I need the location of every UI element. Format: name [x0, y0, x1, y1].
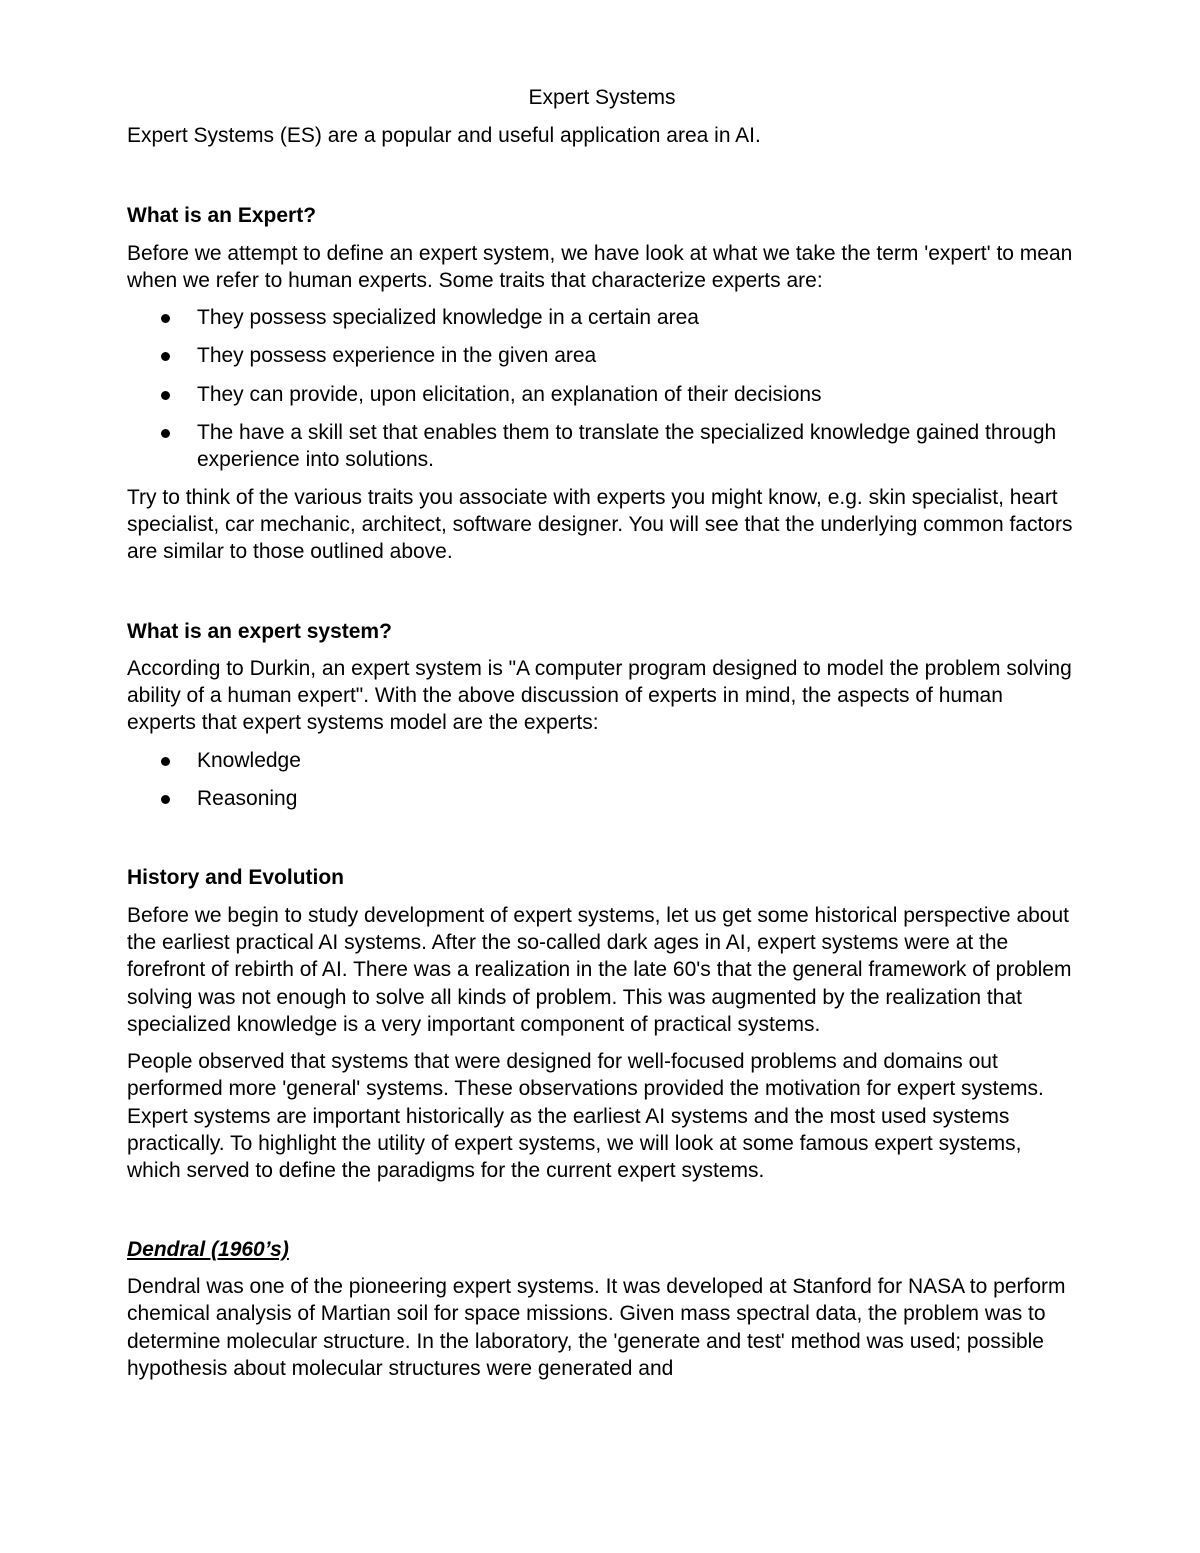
- paragraph: Try to think of the various traits you associate with experts you might know, e.g. skin specialist, heart specialist, car mechanic, architect, software designer. You will see that the underlying common factors are similar to those outlined above.: [127, 485, 1073, 564]
- document-page: [127, 80, 1077, 1382]
- list-item-text: Knowledge: [197, 748, 301, 772]
- paragraph: According to Durkin, an expert system is "A computer program designed to model the problem solving ability of a human expert". With the above discussion of experts in mind, the aspects of human experts that expert systems model are the experts:: [127, 656, 1072, 735]
- intro-paragraph: Expert Systems (ES) are a popular and useful application area in AI.: [127, 124, 761, 147]
- aspects-list: [127, 747, 1077, 813]
- bullet-icon: [161, 391, 170, 400]
- list-item-text: They possess experience in the given area: [197, 344, 597, 368]
- bullet-icon: [161, 757, 170, 766]
- list-item-text: They possess specialized knowledge in a certain area: [197, 306, 699, 330]
- paragraph: People observed that systems that were designed for well-focused problems and domains out performed more 'general' systems. These observations provided the motivation for expert systems. Expert systems are important historically as the earliest AI systems and the most used systems practically. To highlight the utility of expert systems, we will look at some famous expert systems, which served to define the paradigms for the current expert systems.: [127, 1050, 1044, 1183]
- list-item-text: The have a skill set that enables them to translate the specialized knowledge gained through experience into solutions.: [197, 421, 1057, 472]
- list-item-text: Reasoning: [197, 787, 298, 811]
- paragraph: Dendral was one of the pioneering expert systems. It was developed at Stanford for NASA to perform chemical analysis of Martian soil for space missions. Given mass spectral data, the problem was to determine molecular structure. In the laboratory, the 'generate and test' method was used; possible hypothesis about molecular structures were generated and: [127, 1274, 1066, 1380]
- list-item: [127, 304, 1077, 331]
- paragraph: Before we attempt to define an expert system, we have look at what we take the term 'expert' to mean when we refer to human experts. Some traits that characterize experts are:: [127, 241, 1073, 292]
- section-heading-what-is-an-expert: What is an Expert?: [127, 204, 317, 228]
- bullet-icon: [161, 314, 170, 323]
- list-item: [127, 419, 1077, 474]
- bullet-icon: [161, 795, 170, 804]
- section-heading-what-is-an-expert-system: What is an expert system?: [127, 619, 392, 643]
- section-heading-history-and-evolution: History and Evolution: [127, 866, 345, 890]
- list-item-text: They can provide, upon elicitation, an explanation of their decisions: [197, 382, 822, 406]
- list-item: [127, 381, 1077, 408]
- traits-list: [127, 304, 1077, 473]
- section-heading-dendral: Dendral (1960’s): [127, 1237, 289, 1261]
- bullet-icon: [161, 429, 170, 438]
- list-item: [127, 747, 1077, 774]
- list-item: [127, 785, 1077, 812]
- bullet-icon: [161, 352, 170, 361]
- paragraph: Before we begin to study development of expert systems, let us get some historical perspective about the earliest practical AI systems. After the so-called dark ages in AI, expert systems were at the forefront of rebirth of AI. There was a realization in the late 60's that the general framework of problem solving was not enough to solve all kinds of problem. This was augmented by the realization that specialized knowledge is a very important component of practical systems.: [127, 903, 1072, 1036]
- list-item: [127, 342, 1077, 369]
- document-title: Expert Systems: [528, 86, 676, 109]
